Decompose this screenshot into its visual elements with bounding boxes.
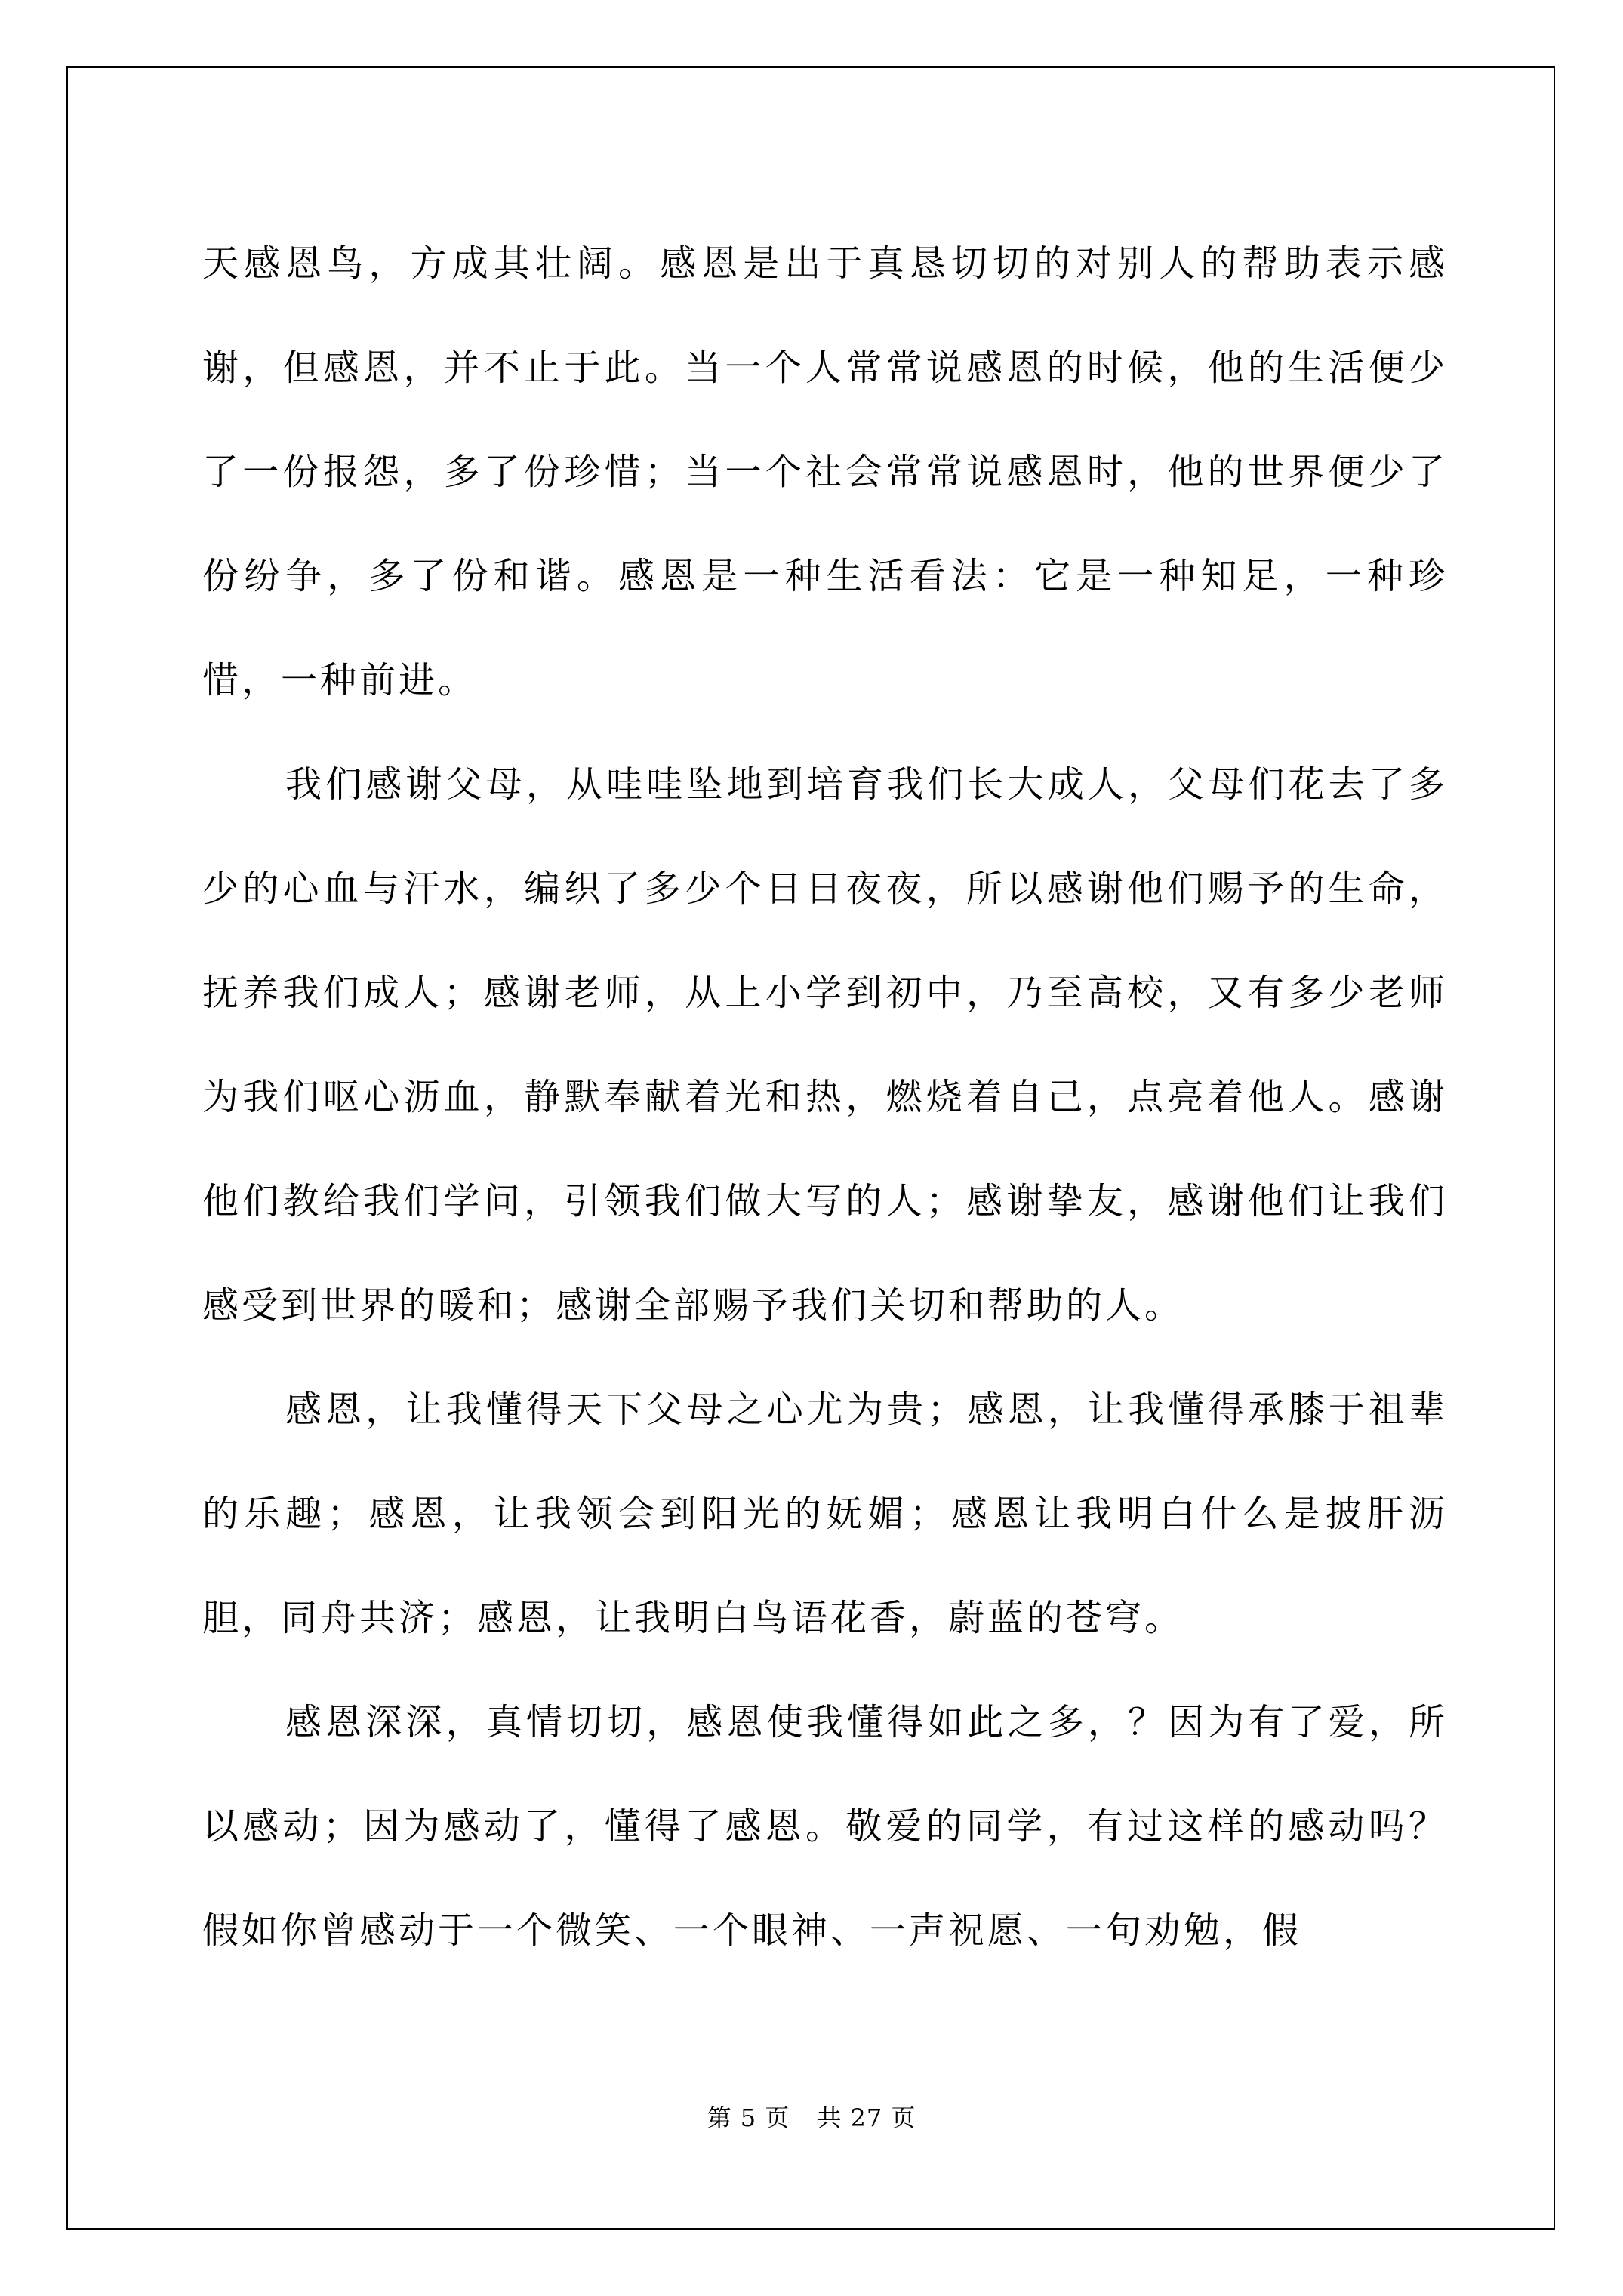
total-pages: 共 27 页 xyxy=(817,2103,916,2132)
page-footer xyxy=(0,2103,1623,2133)
paragraph-1: 天感恩鸟，方成其壮阔。感恩是出于真恳切切的对别人的帮助表示感谢，但感恩，并不止于此。当一个人常常说感恩的时候，他的生活便少了一份报怨，多了份珍惜；当一个社会常常说感恩时，他的世界便少了份纷争，多了份和谐。感恩是一种生活看法：它是一种知足，一种珍惜，一种前进。 xyxy=(202,242,1448,701)
paragraph-3: 感恩，让我懂得天下父母之心尤为贵；感恩，让我懂得承膝于祖辈的乐趣；感恩，让我领会到阳光的妩媚；感恩让我明白什么是披肝沥胆，同舟共济；感恩，让我明白鸟语花香，蔚蓝的苍穹。 xyxy=(202,1388,1448,1639)
paragraph-2: 我们感谢父母，从哇哇坠地到培育我们长大成人，父母们花去了多少的心血与汗水，编织了多少个日日夜夜，所以感谢他们赐予的生命，抚养我们成人；感谢老师，从上小学到初中，乃至高校，又有多少老师为我们呕心沥血，静默奉献着光和热，燃烧着自己，点亮着他人。感谢他们教给我们学问，引领我们做大写的人；感谢挚友，感谢他们让我们感受到世界的暖和；感谢全部赐予我们关切和帮助的人。 xyxy=(202,763,1448,1327)
page-number: 第 5 页 xyxy=(707,2103,790,2132)
document-body xyxy=(202,211,1448,1983)
paragraph-4: 感恩深深，真情切切，感恩使我懂得如此之多，？因为有了爱，所以感动；因为感动了，懂得了感恩。敬爱的同学，有过这样的感动吗？假如你曾感动于一个微笑、一个眼神、一声祝愿、一句劝勉，假 xyxy=(202,1701,1448,1952)
